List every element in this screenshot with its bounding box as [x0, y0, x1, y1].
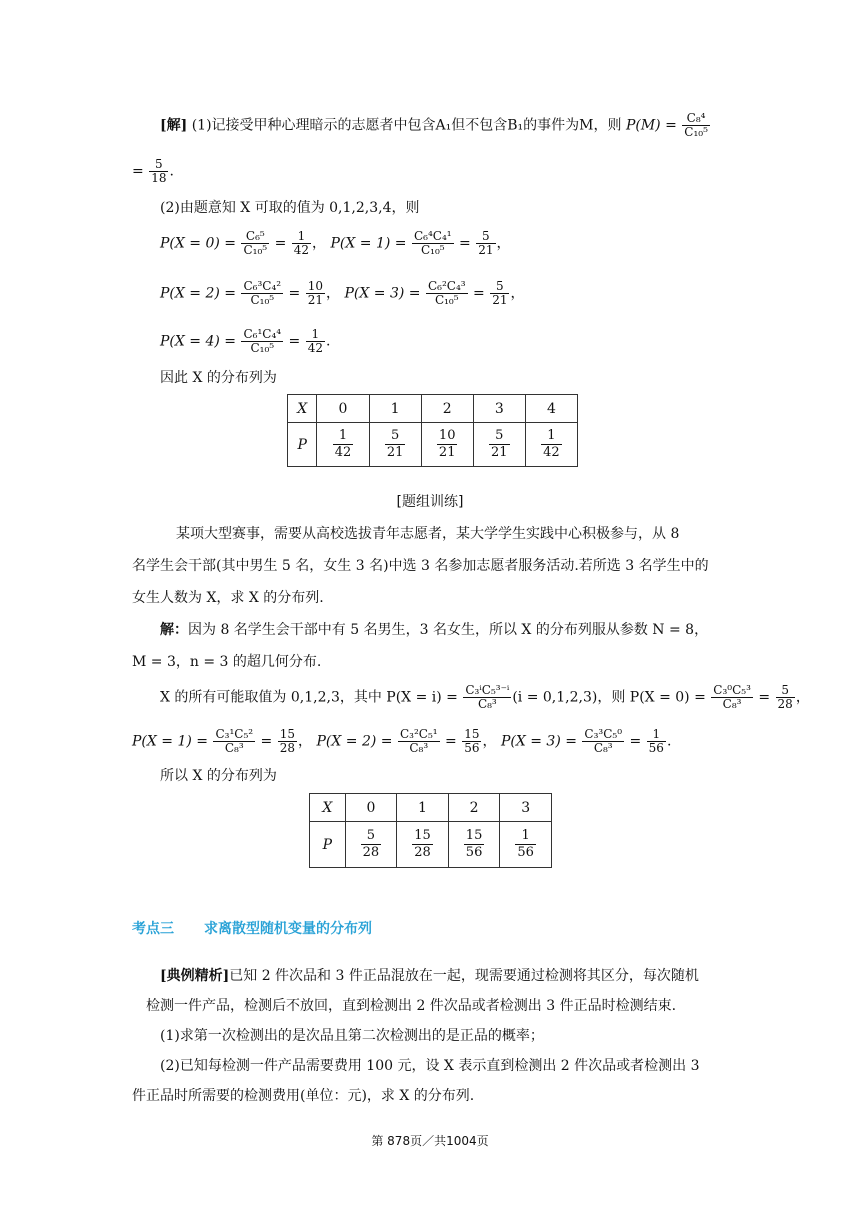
exercise-para-3: 女生人数为 X，求 X 的分布列.	[132, 590, 324, 606]
comb-fraction	[426, 280, 468, 307]
value-fraction	[306, 280, 325, 307]
fraction-numerator: 1	[647, 728, 666, 742]
solution-1-text: (1)记接受甲种心理暗示的志愿者中包含A₁但不包含B₁的事件为M，则	[191, 117, 622, 134]
table-header-x: X	[288, 395, 317, 423]
fraction-numerator: 5	[776, 684, 795, 698]
comb-fraction	[582, 728, 624, 755]
fraction-numerator: 1	[515, 828, 536, 845]
fraction-denominator: 21	[438, 445, 456, 460]
fraction-numerator: 1	[333, 428, 354, 445]
prob-lhs: P(X = 4) =	[160, 333, 237, 350]
fraction-denominator: C₁₀⁵	[420, 243, 445, 257]
fraction-denominator: 18	[151, 171, 167, 185]
fraction-denominator: 42	[543, 445, 560, 460]
fraction-denominator: C₁₀⁵	[684, 125, 708, 139]
equals-sign: =	[132, 163, 144, 180]
exercise-solution-4	[132, 728, 671, 755]
solution-1-pm: P(M) =	[625, 117, 677, 134]
fraction-denominator: C₁₀⁵	[250, 341, 275, 355]
general-fraction	[463, 684, 511, 711]
fraction-denominator: C₈³	[477, 697, 497, 711]
value-fraction	[292, 230, 311, 257]
table-cell-p	[500, 822, 552, 868]
table-cell-p	[345, 822, 397, 868]
example-line-5: 件正品时所需要的检测费用(单位：元)，求 X 的分布列.	[132, 1088, 475, 1104]
fraction-denominator: 28	[777, 697, 793, 711]
fraction-numerator: 5	[489, 428, 510, 445]
period: .	[666, 733, 672, 750]
table-header-x: X	[310, 794, 346, 822]
table-cell-x: 2	[421, 395, 473, 423]
fraction-numerator: C₃⁰C₅³	[713, 683, 751, 697]
value-fraction	[306, 328, 325, 355]
fraction-denominator: 42	[307, 341, 324, 355]
fraction-numerator: 5	[490, 280, 509, 294]
equals-sign: =	[260, 733, 273, 750]
comb-fraction	[241, 280, 283, 307]
equals-sign: =	[288, 285, 301, 302]
equals-sign: =	[629, 733, 642, 750]
fraction-denominator: C₈³	[722, 697, 742, 711]
table-cell-x: 3	[473, 395, 525, 423]
table-cell-x: 4	[525, 395, 577, 423]
exercise-solution-2: M = 3，n = 3 的超几何分布.	[132, 654, 322, 670]
equals-sign: =	[288, 333, 301, 350]
prob-line-4	[160, 328, 330, 355]
separator: ，	[795, 689, 810, 706]
equals-sign: =	[473, 285, 485, 302]
table-cell-p	[317, 423, 369, 467]
fraction-numerator: C₃²C₅¹	[399, 727, 438, 741]
fraction-numerator: 10	[438, 428, 456, 443]
example-line-2: 检测一件产品，检测后不放回，直到检测出 2 件次品或者检测出 3 件正品时检测结束.	[146, 998, 677, 1014]
comb-fraction	[241, 230, 269, 257]
fraction-numerator: 5	[476, 230, 495, 244]
fraction-numerator: C₃ⁱC₅³⁻ⁱ	[465, 683, 510, 697]
fraction-numerator: C₆²C₄³	[427, 279, 466, 293]
fraction-denominator: 21	[386, 445, 404, 460]
fraction-numerator: C₃¹C₅²	[215, 727, 254, 741]
comb-fraction	[213, 728, 255, 755]
section-title: 求离散型随机变量的分布列	[204, 921, 372, 937]
example-line-1	[160, 966, 699, 986]
comb-fraction	[241, 328, 283, 355]
fraction-denominator: 21	[478, 243, 494, 257]
fraction-numerator: C₆³C₄²	[243, 279, 282, 293]
table-cell-x: 2	[448, 794, 500, 822]
prob-line-2-3	[160, 280, 524, 307]
section-heading	[132, 918, 372, 938]
prob-lhs: P(X = 2) =	[160, 285, 237, 302]
fraction-numerator: 5	[385, 428, 406, 445]
exercise-solution-text: 因为 8 名学生会干部中有 5 名男生，3 名女生，所以 X 的分布列服从参数 N = 8，	[188, 622, 709, 638]
exercise-solution-3	[160, 684, 810, 711]
separator: ，	[510, 285, 525, 302]
fraction-denominator: 42	[293, 243, 310, 257]
table-cell-x: 1	[369, 395, 421, 423]
prob-lhs: P(X = 3) =	[500, 733, 577, 750]
table-cell-p	[525, 423, 577, 467]
prob-lhs: P(X = 1) =	[132, 733, 209, 750]
fraction-denominator: 42	[334, 445, 352, 460]
fraction-denominator: C₈³	[224, 741, 244, 755]
period: .	[169, 163, 174, 180]
fraction-denominator: C₈³	[593, 741, 613, 755]
fraction-denominator: 56	[464, 741, 480, 755]
prob-line-0-1	[160, 230, 511, 257]
period: .	[326, 333, 331, 350]
fraction-numerator: C₆¹C₄⁴	[243, 327, 282, 341]
fraction-numerator: C₆⁵	[241, 230, 269, 244]
fraction-numerator: C₃³C₅⁰	[584, 727, 623, 741]
fraction-denominator: C₁₀⁵	[243, 243, 268, 257]
solution-1-line	[160, 112, 711, 139]
exercise-conclusion: 所以 X 的分布列为	[160, 768, 277, 784]
example-line-4: (2)已知每检测一件产品需要费用 100 元，设 X 表示直到检测出 2 件次品或者检测出 3	[160, 1058, 700, 1074]
fraction-numerator: 5	[149, 158, 168, 172]
table-cell-x: 1	[397, 794, 449, 822]
page-footer: 第 878页／共1004页	[371, 1134, 489, 1148]
table-cell-p	[421, 423, 473, 467]
fraction-denominator: 21	[492, 293, 508, 307]
value-fraction	[462, 728, 481, 755]
exercise-text: X 的所有可能取值为 0,1,2,3，其中 P(X = i) =	[160, 689, 458, 706]
table-cell-x: 0	[317, 395, 369, 423]
fraction-numerator: 15	[465, 828, 483, 843]
fraction-numerator: 15	[279, 727, 296, 741]
comb-fraction	[412, 230, 454, 257]
fraction-denominator: 56	[465, 845, 483, 860]
table-cell-p	[369, 423, 421, 467]
table-header-p: P	[310, 822, 346, 868]
section-label: 考点三	[132, 921, 174, 937]
fraction-numerator: 1	[306, 328, 325, 342]
fraction-denominator: 56	[648, 741, 664, 755]
fraction-denominator: 56	[517, 845, 534, 860]
comb-fraction	[711, 684, 753, 711]
comb-fraction	[398, 728, 440, 755]
fraction-denominator: 21	[491, 445, 508, 460]
separator: ，	[312, 235, 327, 252]
fraction-numerator: C₆⁴C₄¹	[413, 229, 452, 243]
prob-lhs: P(X = 2) =	[316, 733, 393, 750]
equals-sign: =	[459, 235, 471, 252]
solution-1-fraction	[682, 112, 710, 139]
exercise-solution-tag: 解：	[160, 622, 188, 638]
value-fraction	[647, 728, 666, 755]
fraction-denominator: C₁₀⁵	[434, 293, 459, 307]
fraction-numerator: C₈⁴	[682, 112, 710, 126]
equals-sign: =	[274, 235, 287, 252]
table-cell-x: 3	[500, 794, 552, 822]
value-fraction	[476, 230, 495, 257]
exercise-text: (i = 0,1,2,3)，则 P(X = 0) =	[512, 689, 706, 706]
table-cell-x: 0	[345, 794, 397, 822]
prob-lhs: P(X = 0) =	[160, 235, 237, 252]
exercise-heading: [题组训练]	[396, 494, 464, 510]
fraction-numerator: 5	[361, 828, 382, 845]
solution-1-result	[132, 158, 174, 185]
equals-sign: =	[445, 733, 457, 750]
table-header-p: P	[288, 423, 317, 467]
fraction-numerator: 10	[307, 279, 324, 293]
exercise-para-1: 某项大型赛事，需要从高校选拔青年志愿者，某大学学生实践中心积极参与，从 8	[176, 526, 680, 542]
equals-sign: =	[758, 689, 771, 706]
fraction-denominator: 28	[414, 845, 431, 860]
table-cell-p	[448, 822, 500, 868]
fraction-numerator: 1	[292, 230, 311, 244]
table-cell-p	[397, 822, 449, 868]
distribution-table-2	[309, 793, 552, 868]
exercise-para-2: 名学生会干部(其中男生 5 名，女生 3 名)中选 3 名参加志愿者服务活动.若所选 3 名学生中的	[132, 558, 709, 574]
separator: ，	[326, 285, 341, 302]
distribution-table-1	[287, 394, 578, 467]
fraction-numerator: 15	[414, 828, 431, 843]
value-fraction	[776, 684, 795, 711]
fraction-denominator: C₁₀⁵	[250, 293, 275, 307]
prob-lhs: P(X = 1) =	[330, 235, 407, 252]
fraction-numerator: 15	[464, 727, 480, 741]
solution-tag: [解]	[160, 117, 188, 134]
separator: ，	[496, 235, 511, 252]
fraction-numerator: 1	[541, 428, 562, 445]
example-tag: [典例精析]	[160, 968, 230, 984]
solution-2-intro: (2)由题意知 X 可取的值为 0,1,2,3,4，则	[160, 200, 420, 216]
result-fraction	[149, 158, 168, 185]
fraction-denominator: C₈³	[409, 741, 429, 755]
exercise-solution-1	[160, 620, 708, 640]
prob-lhs: P(X = 3) =	[344, 285, 421, 302]
table-cell-p	[473, 423, 525, 467]
example-text: 已知 2 件次品和 3 件正品混放在一起，现需要通过检测将其区分，每次随机	[229, 968, 699, 984]
solution-2-conclusion: 因此 X 的分布列为	[160, 370, 277, 386]
example-line-3: (1)求第一次检测出的是次品且第二次检测出的是正品的概率；	[160, 1028, 544, 1044]
value-fraction	[278, 728, 297, 755]
separator: ，	[298, 733, 313, 750]
fraction-denominator: 28	[279, 741, 296, 755]
fraction-denominator: 21	[307, 293, 324, 307]
fraction-denominator: 28	[362, 845, 380, 860]
value-fraction	[490, 280, 509, 307]
separator: ，	[482, 733, 497, 750]
